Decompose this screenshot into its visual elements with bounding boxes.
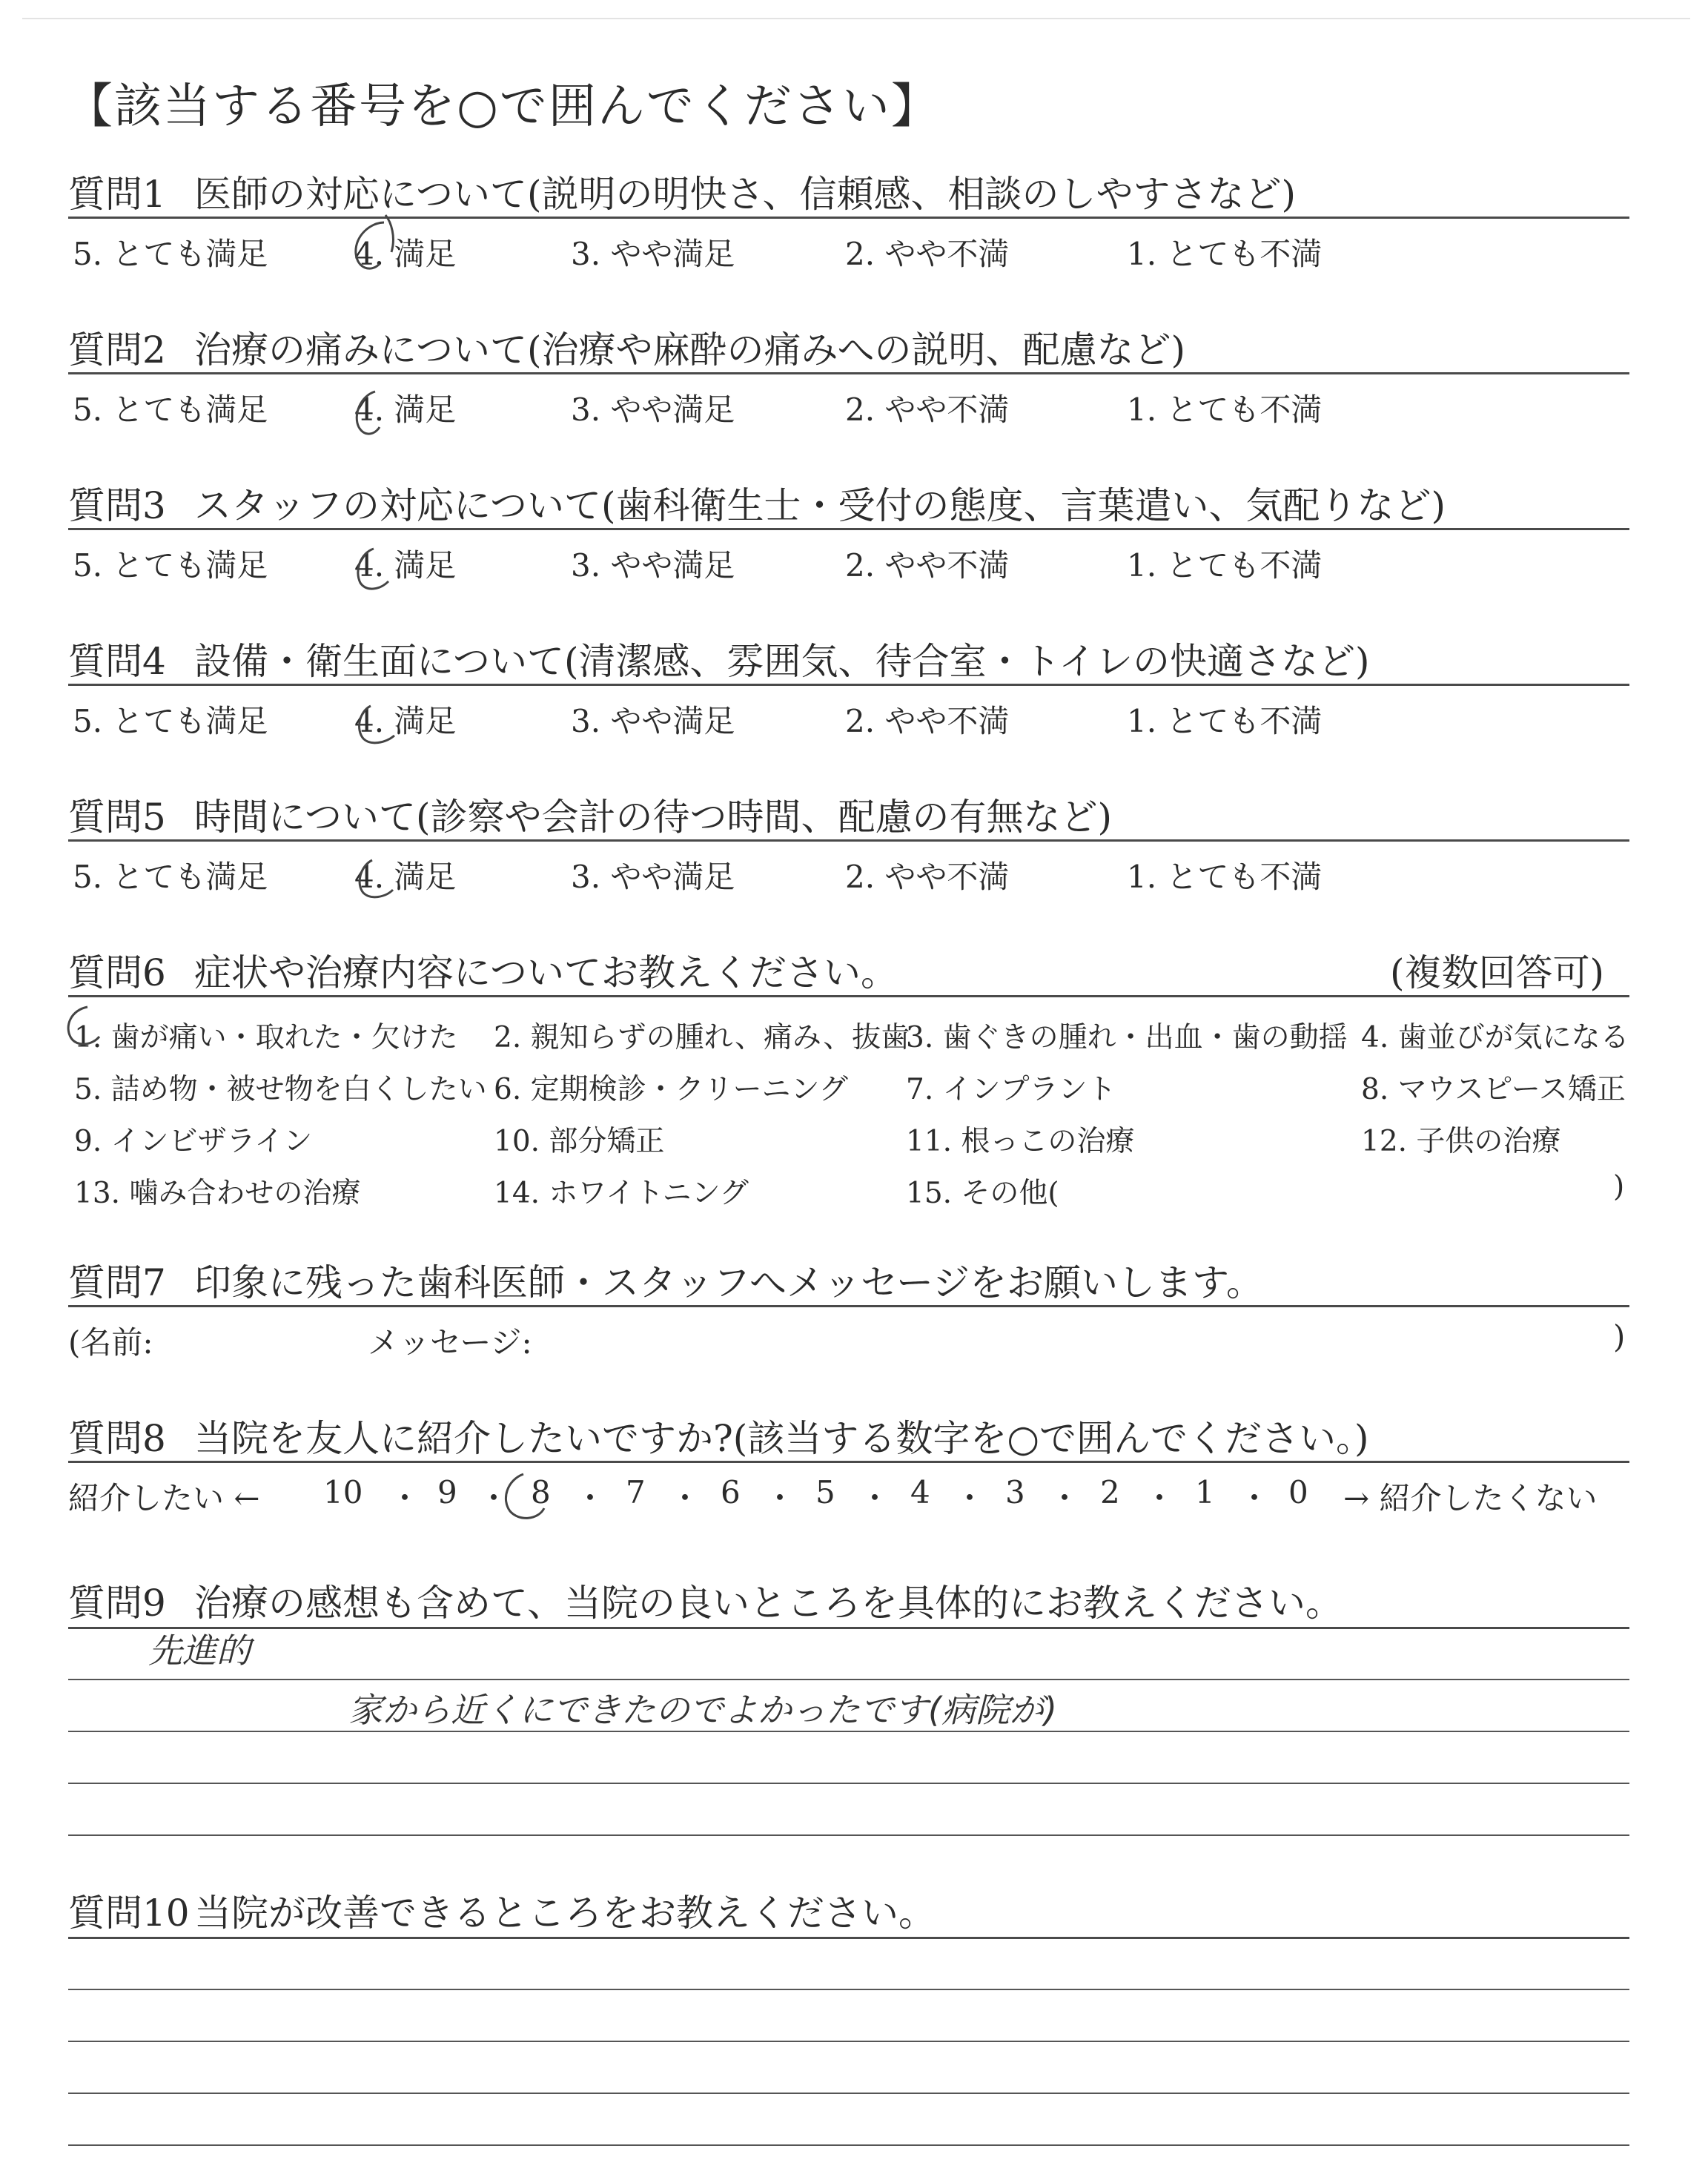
divider [68,684,1629,686]
rating-option-4[interactable]: 4. 満足 [354,547,457,584]
scale-2[interactable]: 2 [1100,1474,1120,1510]
symptom-option-9[interactable]: 9. インビザライン [74,1125,313,1158]
rating-option-5[interactable]: 5. とても満足 [73,236,268,272]
scale-6[interactable]: 6 [721,1474,741,1510]
rating-option-2[interactable]: 2. やや不満 [845,859,1010,895]
symptom-option-2[interactable]: 2. 親知らずの腫れ、痛み、抜歯 [494,1021,910,1054]
question-1-heading [68,165,1296,218]
rating-option-3[interactable]: 3. やや満足 [571,547,735,584]
message-label: メッセージ: [368,1324,532,1361]
scale-separator: ・ [1239,1480,1271,1516]
question-number: 質問3 [68,484,166,527]
symptom-option-10[interactable]: 10. 部分矯正 [494,1125,665,1158]
question-2-heading [68,320,1185,374]
rating-option-1[interactable]: 1. とても不満 [1127,236,1323,272]
symptom-option-13[interactable]: 13. 噛み合わせの治療 [74,1177,361,1210]
multiple-answers-note: (複数回答可) [1389,951,1604,994]
divider [68,1461,1629,1463]
name-label: (名前: [68,1324,153,1361]
divider [68,839,1629,842]
scale-9[interactable]: 9 [437,1474,457,1510]
question-text: 当院が改善できるところをお教えください。 [194,1892,936,1935]
question-5-heading [68,787,1112,841]
divider [68,1305,1629,1307]
symptom-option-1[interactable]: 1. 歯が痛い・取れた・欠けた [74,1021,458,1054]
scale-10[interactable]: 10 [323,1474,363,1510]
answer-line [68,2041,1629,2042]
rating-option-2[interactable]: 2. やや不満 [845,236,1010,272]
rating-option-2[interactable]: 2. やや不満 [845,392,1010,428]
handwritten-answer-line-1: 先進的 [148,1631,251,1671]
top-border [22,18,1690,19]
rating-option-4[interactable]: 4. 満足 [354,703,457,739]
scale-separator: ・ [954,1480,986,1516]
rating-option-1[interactable]: 1. とても不満 [1127,547,1323,584]
question-3-heading [68,476,1446,529]
rating-option-5[interactable]: 5. とても満足 [73,392,268,428]
scale-8[interactable]: 8 [531,1474,551,1510]
question-number: 質問9 [68,1582,166,1625]
symptom-option-15[interactable]: 15. その他( [906,1177,1059,1210]
rating-option-5[interactable]: 5. とても満足 [73,859,268,895]
question-number: 質問4 [68,640,166,683]
question-number: 質問6 [68,951,166,994]
scale-separator: ・ [859,1480,891,1516]
rating-option-1[interactable]: 1. とても不満 [1127,703,1323,739]
question-text: 印象に残った歯科医師・スタッフへメッセージをお願いします。 [194,1261,1263,1304]
scale-separator: ・ [575,1480,606,1516]
rating-option-3[interactable]: 3. やや満足 [571,703,735,739]
symptom-option-4[interactable]: 4. 歯並びが気になる [1361,1021,1629,1054]
symptom-option-11[interactable]: 11. 根っこの治療 [906,1125,1135,1158]
divider [68,528,1629,530]
symptom-option-14[interactable]: 14. ホワイトニング [494,1177,749,1210]
rating-option-3[interactable]: 3. やや満足 [571,859,735,895]
scale-7[interactable]: 7 [626,1474,646,1510]
question-8-heading [68,1409,1368,1462]
answer-line [68,1679,1629,1680]
answer-line [68,1783,1629,1784]
other-close-paren: ) [1613,1170,1625,1203]
question-7-heading [68,1253,1263,1307]
answer-line [68,1989,1629,1990]
rating-option-4[interactable]: 4. 満足 [354,392,457,428]
rating-option-4[interactable]: 4. 満足 [354,236,457,272]
answer-line [68,1627,1629,1629]
question-4-heading [68,632,1370,685]
rating-option-2[interactable]: 2. やや不満 [845,703,1010,739]
symptom-option-6[interactable]: 6. 定期検診・クリーニング [494,1073,848,1106]
divider [68,372,1629,374]
divider [68,217,1629,219]
question-9-heading [68,1573,1343,1627]
question-text: 設備・衛生面について(清潔感、雰囲気、待合室・トイレの快適さなど) [194,640,1370,683]
question-text: 医師の対応について(説明の明快さ、信頼感、相談のしやすさなど) [194,173,1297,216]
question-number: 質問10 [68,1892,190,1935]
question-text: 当院を友人に紹介したいですか?(該当する数字を○で囲んでください。) [194,1417,1369,1460]
question-text: 症状や治療内容についてお教えください。 [194,951,898,994]
question-number: 質問8 [68,1417,166,1460]
scale-separator: ・ [389,1480,421,1516]
symptom-option-12[interactable]: 12. 子供の治療 [1361,1125,1561,1158]
rating-option-4[interactable]: 4. 満足 [354,859,457,895]
symptom-option-3[interactable]: 3. 歯ぐきの腫れ・出血・歯の動揺 [906,1021,1348,1054]
symptom-option-8[interactable]: 8. マウスピース矯正 [1361,1073,1626,1106]
question-number: 質問5 [68,796,166,839]
scale-3[interactable]: 3 [1005,1474,1025,1510]
scale-0[interactable]: 0 [1288,1474,1308,1510]
question-6-heading [68,943,898,997]
scale-5[interactable]: 5 [815,1474,835,1510]
recommend-left-label: 紹介したい ← [68,1480,260,1516]
symptom-option-7[interactable]: 7. インプラント [906,1073,1116,1106]
scale-separator: ・ [1049,1480,1081,1516]
symptom-option-5[interactable]: 5. 詰め物・被せ物を白くしたい [74,1073,487,1106]
scale-separator: ・ [669,1480,701,1516]
recommend-right-label: → 紹介したくない [1343,1480,1598,1516]
handwritten-answer-line-2: 家から近くにできたのでよかったです(病院が) [348,1690,1057,1730]
answer-line [68,2144,1629,2146]
instruction-title: 【該当する番号を○で囲んでください】 [65,79,940,134]
scale-separator: ・ [1144,1480,1176,1516]
answer-line [68,1937,1629,1939]
question-text: スタッフの対応について(歯科衛生士・受付の態度、言葉遣い、気配りなど) [194,484,1446,527]
rating-option-3[interactable]: 3. やや満足 [571,236,735,272]
scale-separator: ・ [764,1480,796,1516]
question-text: 治療の痛みについて(治療や麻酔の痛みへの説明、配慮など) [194,328,1186,371]
rating-option-2[interactable]: 2. やや不満 [845,547,1010,584]
answer-line [68,1834,1629,1836]
answer-line [68,2093,1629,2094]
rating-option-5[interactable]: 5. とても満足 [73,547,268,584]
message-close-paren: ) [1613,1318,1626,1355]
rating-option-5[interactable]: 5. とても満足 [73,703,268,739]
question-number: 質問7 [68,1261,166,1304]
question-number: 質問2 [68,328,166,371]
rating-option-3[interactable]: 3. やや満足 [571,392,735,428]
rating-option-1[interactable]: 1. とても不満 [1127,392,1323,428]
divider [68,995,1629,997]
question-number: 質問1 [68,173,166,216]
question-text: 時間について(診察や会計の待つ時間、配慮の有無など) [194,796,1113,839]
rating-option-1[interactable]: 1. とても不満 [1127,859,1323,895]
scale-1[interactable]: 1 [1195,1474,1215,1510]
scale-4[interactable]: 4 [910,1474,930,1510]
question-10-heading [68,1883,936,1937]
scale-separator: ・ [478,1480,510,1516]
question-text: 治療の感想も含めて、当院の良いところを具体的にお教えください。 [194,1582,1343,1625]
